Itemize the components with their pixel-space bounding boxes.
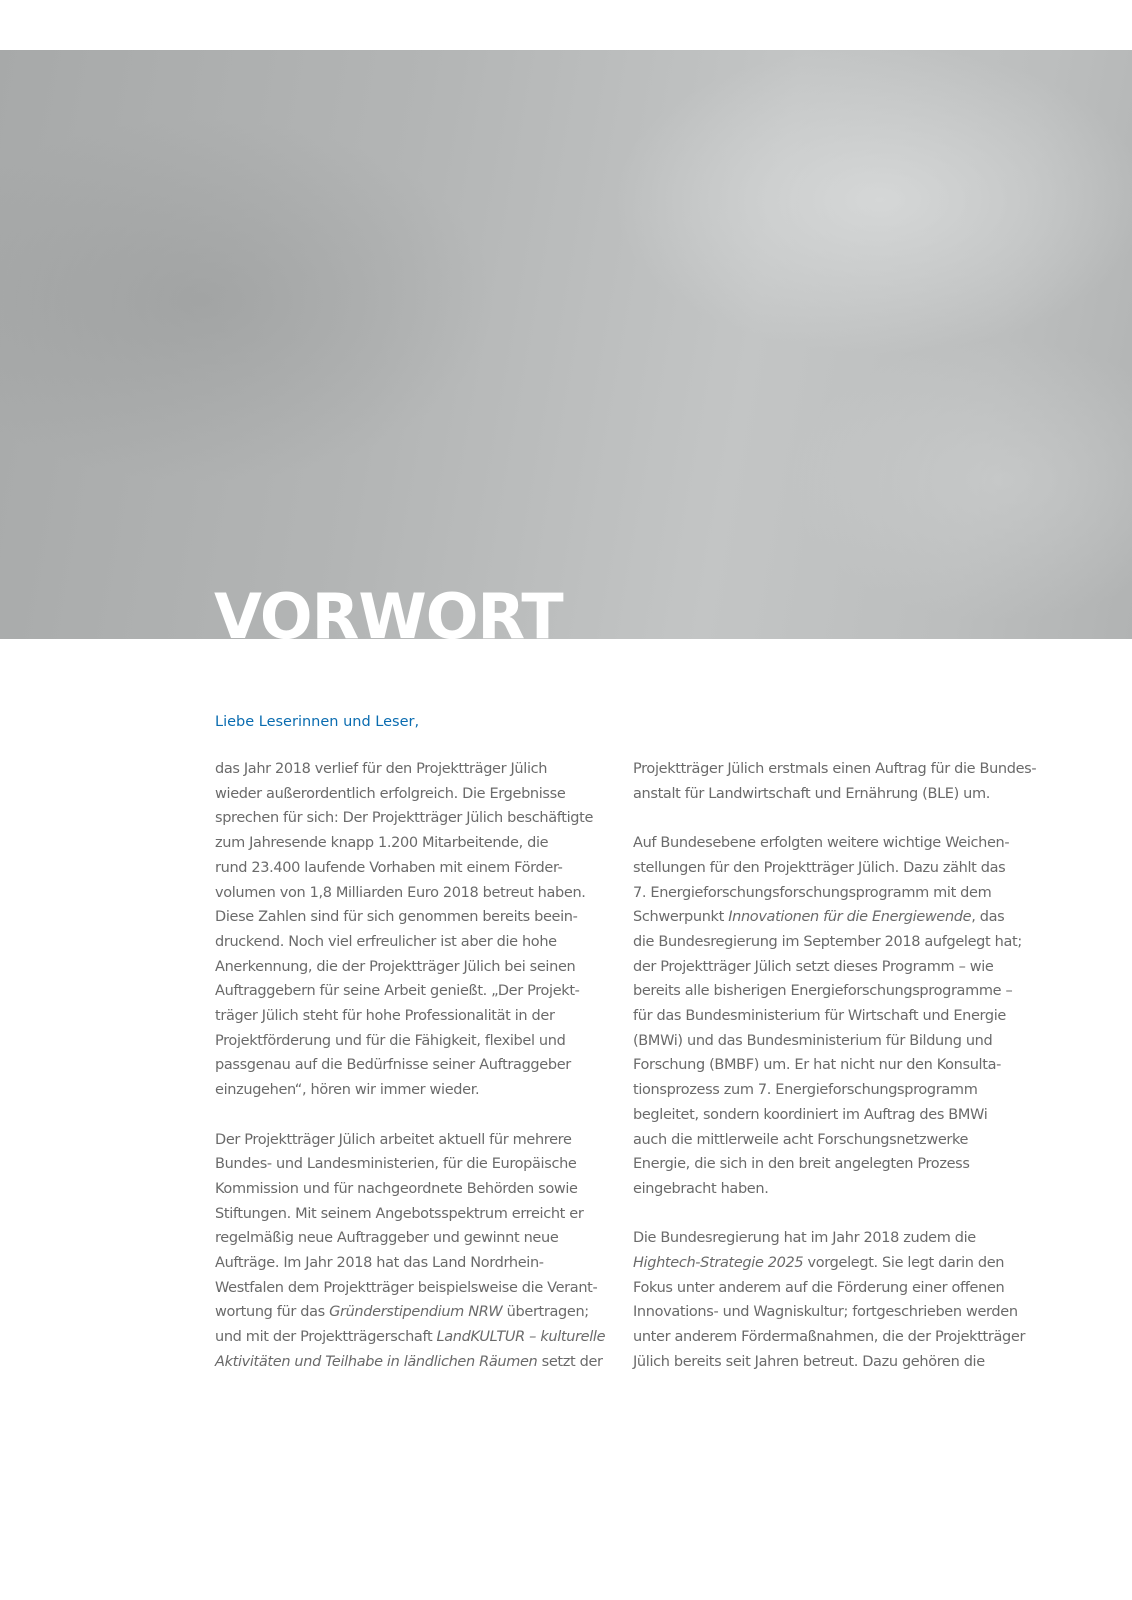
text-column-left <box>215 757 605 1375</box>
text-line: Auf Bundesebene erfolgten weitere wichtige Weichen- <box>633 835 1010 852</box>
text-segment: übertragen; <box>502 1304 589 1321</box>
program-name: LandKULTUR – kulturelle <box>436 1329 606 1346</box>
salutation: Liebe Leserinnen und Leser, <box>215 714 420 730</box>
paragraph-gap <box>633 806 1036 831</box>
paragraph <box>215 1128 605 1375</box>
text-line: eingebracht haben. <box>633 1180 769 1197</box>
paragraph <box>633 831 1036 1202</box>
text-line: Westfalen dem Projektträger beispielsweise die Verant- <box>215 1279 598 1296</box>
text-line: Stiftungen. Mit seinem Angebotsspektrum erreicht er <box>215 1205 584 1222</box>
program-name: Gründerstipendium NRW <box>329 1304 503 1321</box>
text-line: Projektträger Jülich erstmals einen Auftrag für die Bundes- <box>633 761 1037 777</box>
page-title: VORWORT <box>214 580 563 639</box>
text-line: auch die mittlerweile acht Forschungsnetzwerke <box>633 1131 969 1148</box>
text-line <box>633 1251 1036 1276</box>
paragraph <box>633 757 1036 806</box>
program-name: Hightech-Strategie 2025 <box>633 1255 804 1272</box>
text-line: begleitet, sondern koordiniert im Auftrag des BMWi <box>633 1106 988 1123</box>
text-line: bereits alle bisherigen Energieforschungsprogramme – <box>633 983 1013 1000</box>
text-line: tionsprozess zum 7. Energieforschungsprogramm <box>633 1082 978 1099</box>
text-segment: Schwerpunkt <box>633 909 729 926</box>
text-line: rund 23.400 laufende Vorhaben mit einem Förder- <box>215 859 563 876</box>
text-line: Innovations- und Wagniskultur; fortgeschrieben werden <box>633 1304 1018 1321</box>
text-line: Auftraggebern für seine Arbeit genießt. „Der Projekt- <box>215 983 580 1000</box>
text-line: Kommission und für nachgeordnete Behörden sowie <box>215 1180 578 1197</box>
text-line: wieder außerordentlich erfolgreich. Die Ergebnisse <box>215 785 566 802</box>
text-line: stellungen für den Projektträger Jülich. Dazu zählt das <box>633 859 1006 876</box>
text-line: Fokus unter anderem auf die Förderung einer offenen <box>633 1279 1005 1296</box>
text-line: passgenau auf die Bedürfnisse seiner Auftraggeber <box>215 1057 571 1074</box>
program-name: Aktivitäten und Teilhabe in ländlichen Räumen <box>215 1353 538 1370</box>
text-line <box>633 905 1036 930</box>
text-line: Der Projektträger Jülich arbeitet aktuell für mehrere <box>215 1131 572 1148</box>
text-line: das Jahr 2018 verlief für den Projektträger Jülich <box>215 761 548 777</box>
text-column-right <box>633 757 1036 1375</box>
text-line: Diese Zahlen sind für sich genommen bereits beein- <box>215 909 578 926</box>
text-line: unter anderem Fördermaßnahmen, die der Projektträger <box>633 1329 1026 1346</box>
text-line: der Projektträger Jülich setzt dieses Programm – wie <box>633 958 994 975</box>
paragraph-gap <box>215 1103 605 1128</box>
text-line <box>215 1350 605 1375</box>
text-segment: wortung für das <box>215 1304 330 1321</box>
text-line: Die Bundesregierung hat im Jahr 2018 zudem die <box>633 1230 976 1247</box>
text-line: die Bundesregierung im September 2018 aufgelegt hat; <box>633 933 1022 950</box>
text-line: (BMWi) und das Bundesministerium für Bildung und <box>633 1032 993 1049</box>
header-image <box>0 50 1132 639</box>
paragraph-gap <box>633 1202 1036 1227</box>
text-line: einzugehen“, hören wir immer wieder. <box>215 1082 480 1099</box>
text-line: Energie, die sich in den breit angelegten Prozess <box>633 1156 970 1173</box>
text-line: Aufträge. Im Jahr 2018 hat das Land Nordrhein- <box>215 1255 544 1272</box>
text-line: Forschung (BMBF) um. Er hat nicht nur den Konsulta- <box>633 1057 1001 1074</box>
text-line: anstalt für Landwirtschaft und Ernährung (BLE) um. <box>633 785 991 802</box>
text-line: Jülich bereits seit Jahren betreut. Dazu gehören die <box>633 1353 985 1370</box>
text-segment: setzt der <box>537 1353 603 1370</box>
text-line: träger Jülich steht für hohe Professionalität in der <box>215 1008 555 1025</box>
text-segment: und mit der Projektträgerschaft <box>215 1329 437 1346</box>
text-line: sprechen für sich: Der Projektträger Jülich beschäftigte <box>215 810 594 827</box>
text-line: für das Bundesministerium für Wirtschaft und Energie <box>633 1008 1007 1025</box>
text-line: zum Jahresende knapp 1.200 Mitarbeitende, die <box>215 835 549 852</box>
paragraph <box>215 757 605 1103</box>
text-line <box>215 1325 605 1350</box>
text-line: Projektförderung und für die Fähigkeit, flexibel und <box>215 1032 566 1049</box>
program-name: Innovationen für die Energiewende <box>728 909 972 926</box>
text-line: volumen von 1,8 Milliarden Euro 2018 betreut haben. <box>215 884 586 901</box>
paragraph <box>633 1226 1036 1374</box>
text-segment: , das <box>971 909 1005 926</box>
text-segment: vorgelegt. Sie legt darin den <box>803 1255 1005 1272</box>
text-line <box>215 1300 605 1325</box>
text-line: Bundes- und Landesministerien, für die Europäische <box>215 1156 577 1173</box>
text-line: 7. Energieforschungsforschungsprogramm mit dem <box>633 884 992 901</box>
text-line: Anerkennung, die der Projektträger Jülich bei seinen <box>215 958 576 975</box>
text-line: regelmäßig neue Auftraggeber und gewinnt neue <box>215 1230 559 1247</box>
text-line: druckend. Noch viel erfreulicher ist aber die hohe <box>215 933 557 950</box>
